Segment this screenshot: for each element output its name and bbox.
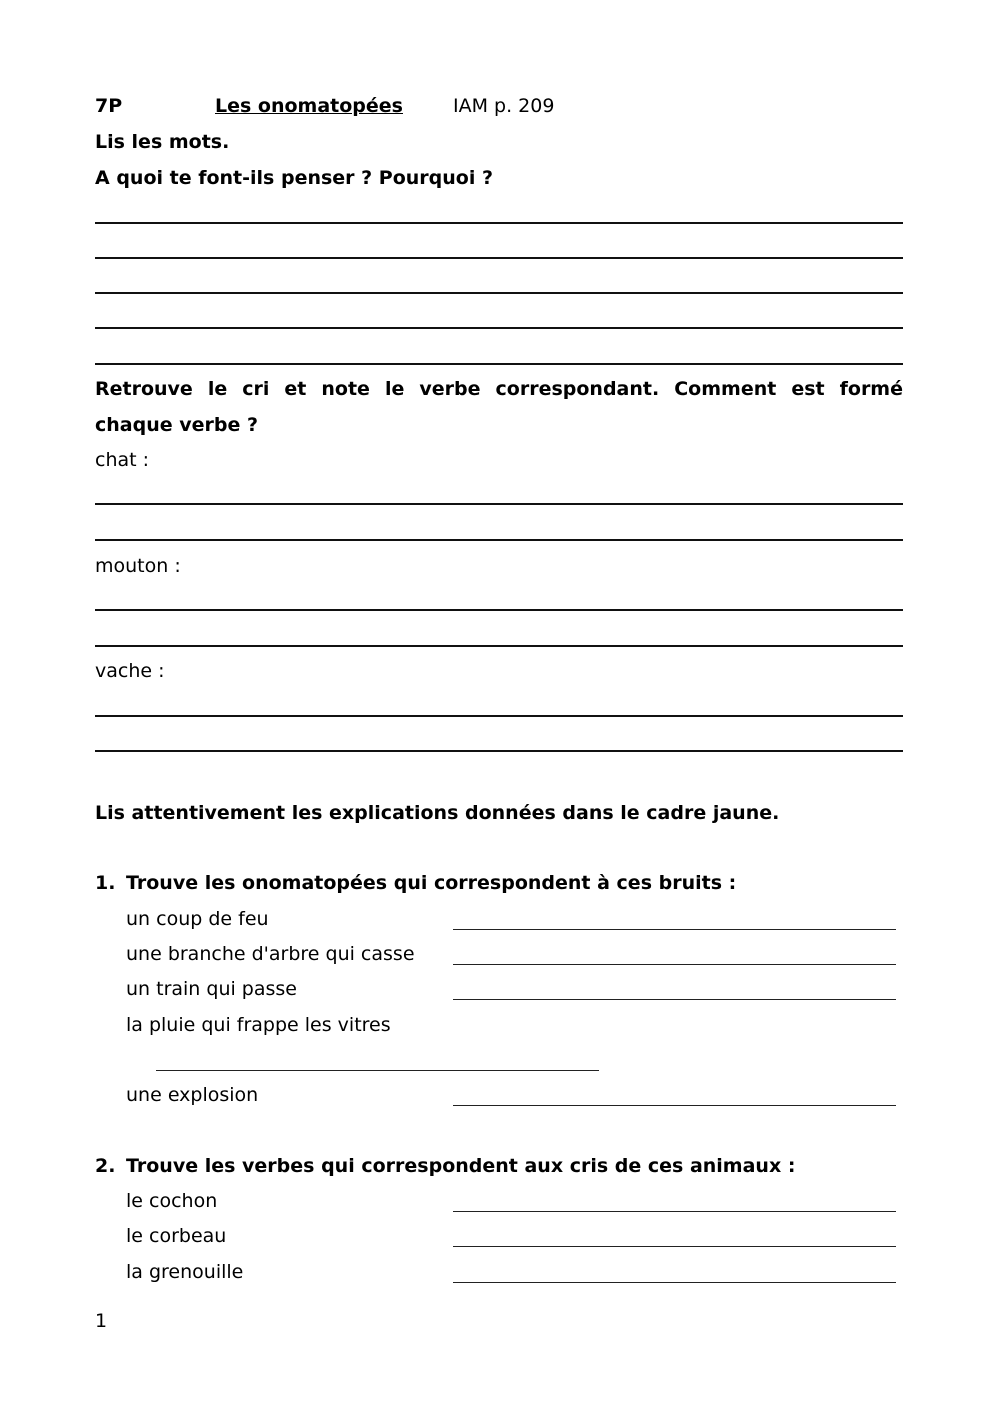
animal-label-vache: vache : <box>95 660 165 682</box>
answer-line[interactable] <box>95 292 903 294</box>
exercise-2-number: 2. <box>95 1155 116 1177</box>
level-label: 7P <box>95 95 123 117</box>
answer-line[interactable] <box>95 363 903 365</box>
instruction-read-yellow-box: Lis attentivement les explications données dans le cadre jaune. <box>95 802 780 824</box>
answer-line[interactable] <box>95 715 903 717</box>
exercise-1-number: 1. <box>95 872 116 894</box>
answer-line[interactable] <box>95 503 903 505</box>
instruction-find-cry: Retrouve le cri et note le verbe correspondant. Comment est formé <box>95 378 903 400</box>
book-reference: IAM p. 209 <box>453 95 555 117</box>
noise-item: un train qui passe <box>126 978 297 1000</box>
page-title: Les onomatopées <box>215 95 403 117</box>
noise-item: une explosion <box>126 1084 259 1106</box>
animal-item: la grenouille <box>126 1261 244 1283</box>
noise-item: un coup de feu <box>126 908 269 930</box>
answer-line[interactable] <box>453 1246 896 1247</box>
animal-item: le corbeau <box>126 1225 227 1247</box>
answer-line[interactable] <box>453 929 896 930</box>
noise-item: une branche d'arbre qui casse <box>126 943 415 965</box>
animal-label-chat: chat : <box>95 449 150 471</box>
answer-line[interactable] <box>453 964 896 965</box>
instruction-think: A quoi te font-ils penser ? Pourquoi ? <box>95 167 494 189</box>
answer-line[interactable] <box>453 1282 896 1283</box>
animal-label-mouton: mouton : <box>95 555 181 577</box>
answer-line[interactable] <box>95 645 903 647</box>
answer-line[interactable] <box>95 327 903 329</box>
answer-line[interactable] <box>453 999 896 1000</box>
answer-line[interactable] <box>453 1105 896 1106</box>
answer-line[interactable] <box>95 539 903 541</box>
answer-line[interactable] <box>95 222 903 224</box>
answer-line[interactable] <box>156 1070 599 1071</box>
animal-item: le cochon <box>126 1190 218 1212</box>
instruction-find-cry-cont: chaque verbe ? <box>95 414 259 436</box>
page-number: 1 <box>95 1310 108 1332</box>
exercise-2-title: Trouve les verbes qui correspondent aux cris de ces animaux : <box>126 1155 796 1177</box>
exercise-1-title: Trouve les onomatopées qui correspondent à ces bruits : <box>126 872 737 894</box>
answer-line[interactable] <box>453 1211 896 1212</box>
answer-line[interactable] <box>95 750 903 752</box>
noise-item: la pluie qui frappe les vitres <box>126 1014 391 1036</box>
answer-line[interactable] <box>95 257 903 259</box>
instruction-read-words: Lis les mots. <box>95 131 230 153</box>
answer-line[interactable] <box>95 609 903 611</box>
